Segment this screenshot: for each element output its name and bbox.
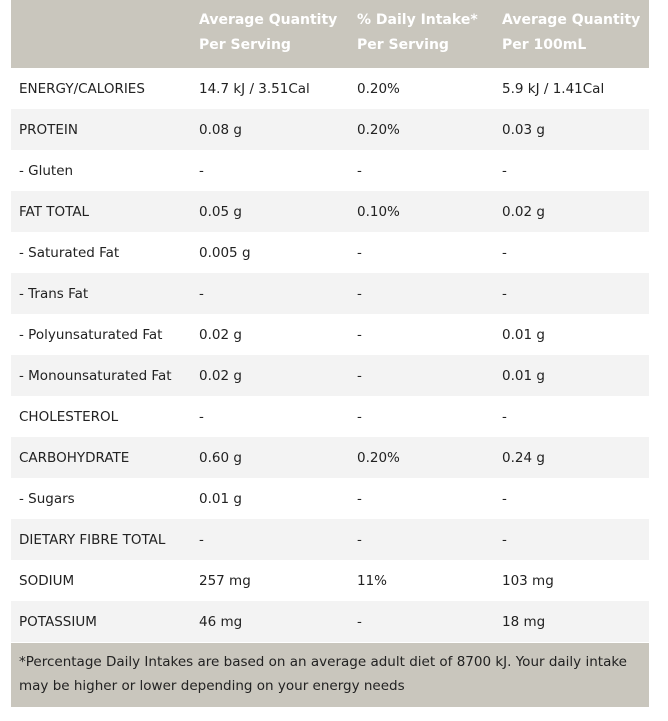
per-serving-cell: 14.7 kJ / 3.51Cal	[191, 68, 349, 109]
per-serving-cell: 0.08 g	[191, 109, 349, 150]
table-row	[11, 150, 649, 191]
per-serving-cell: 0.02 g	[191, 355, 349, 396]
header-line2: Per Serving	[199, 37, 291, 53]
header-row	[11, 0, 649, 68]
nutrition-table	[11, 0, 649, 642]
nutrient-cell: FAT TOTAL	[11, 191, 191, 232]
daily-intake-cell: -	[349, 601, 494, 642]
per-100ml-cell: 0.24 g	[494, 437, 649, 478]
nutrient-cell: ENERGY/CALORIES	[11, 68, 191, 109]
table-row	[11, 109, 649, 150]
per-100ml-cell: -	[494, 150, 649, 191]
header-cell-daily-intake	[349, 0, 494, 68]
per-serving-cell: 0.60 g	[191, 437, 349, 478]
per-100ml-cell: 0.01 g	[494, 314, 649, 355]
table-row	[11, 519, 649, 560]
header-cell-per-100ml	[494, 0, 649, 68]
header-line2: Per Serving	[357, 37, 449, 53]
table-row	[11, 437, 649, 478]
nutrient-cell: - Sugars	[11, 478, 191, 519]
daily-intake-cell: -	[349, 314, 494, 355]
nutrient-cell: POTASSIUM	[11, 601, 191, 642]
daily-intake-cell: 0.20%	[349, 109, 494, 150]
nutrient-cell: PROTEIN	[11, 109, 191, 150]
per-100ml-cell: 0.03 g	[494, 109, 649, 150]
daily-intake-cell: 0.20%	[349, 437, 494, 478]
nutrition-panel	[11, 0, 649, 707]
table-row	[11, 68, 649, 109]
per-serving-cell: 257 mg	[191, 560, 349, 601]
daily-intake-cell: 0.20%	[349, 68, 494, 109]
footnote: *Percentage Daily Intakes are based on an average adult diet of 8700 kJ. Your daily intake may be higher or lower depending on your energy needs	[11, 643, 649, 707]
daily-intake-cell: -	[349, 273, 494, 314]
per-serving-cell: 0.01 g	[191, 478, 349, 519]
table-row	[11, 396, 649, 437]
per-serving-cell: -	[191, 519, 349, 560]
table-row	[11, 478, 649, 519]
nutrient-cell: - Gluten	[11, 150, 191, 191]
table-row	[11, 355, 649, 396]
per-serving-cell: 0.05 g	[191, 191, 349, 232]
nutrient-cell: - Saturated Fat	[11, 232, 191, 273]
table-row	[11, 273, 649, 314]
header-cell-nutrient	[11, 0, 191, 68]
nutrient-cell: - Polyunsaturated Fat	[11, 314, 191, 355]
table-row	[11, 191, 649, 232]
header-line1: % Daily Intake*	[357, 12, 478, 28]
per-100ml-cell: -	[494, 478, 649, 519]
per-serving-cell: 46 mg	[191, 601, 349, 642]
daily-intake-cell: -	[349, 150, 494, 191]
daily-intake-cell: 0.10%	[349, 191, 494, 232]
nutrient-cell: SODIUM	[11, 560, 191, 601]
header-line2: Per 100mL	[502, 37, 587, 53]
header-line1: Average Quantity	[502, 12, 641, 28]
per-100ml-cell: -	[494, 232, 649, 273]
per-100ml-cell: 18 mg	[494, 601, 649, 642]
per-100ml-cell: 0.02 g	[494, 191, 649, 232]
per-serving-cell: -	[191, 150, 349, 191]
table-row	[11, 232, 649, 273]
daily-intake-cell: -	[349, 232, 494, 273]
table-row	[11, 601, 649, 642]
header-cell-per-serving	[191, 0, 349, 68]
nutrient-cell: CHOLESTEROL	[11, 396, 191, 437]
per-100ml-cell: -	[494, 396, 649, 437]
per-100ml-cell: 0.01 g	[494, 355, 649, 396]
daily-intake-cell: -	[349, 519, 494, 560]
nutrient-cell: DIETARY FIBRE TOTAL	[11, 519, 191, 560]
nutrient-cell: - Trans Fat	[11, 273, 191, 314]
nutrient-cell: - Monounsaturated Fat	[11, 355, 191, 396]
table-row	[11, 314, 649, 355]
per-100ml-cell: 5.9 kJ / 1.41Cal	[494, 68, 649, 109]
header-line1: Average Quantity	[199, 12, 338, 28]
table-body	[11, 68, 649, 642]
nutrient-cell: CARBOHYDRATE	[11, 437, 191, 478]
table-row	[11, 560, 649, 601]
per-serving-cell: -	[191, 396, 349, 437]
per-100ml-cell: -	[494, 519, 649, 560]
per-100ml-cell: -	[494, 273, 649, 314]
per-100ml-cell: 103 mg	[494, 560, 649, 601]
daily-intake-cell: -	[349, 355, 494, 396]
daily-intake-cell: 11%	[349, 560, 494, 601]
daily-intake-cell: -	[349, 478, 494, 519]
daily-intake-cell: -	[349, 396, 494, 437]
per-serving-cell: 0.005 g	[191, 232, 349, 273]
table-header	[11, 0, 649, 68]
per-serving-cell: 0.02 g	[191, 314, 349, 355]
per-serving-cell: -	[191, 273, 349, 314]
